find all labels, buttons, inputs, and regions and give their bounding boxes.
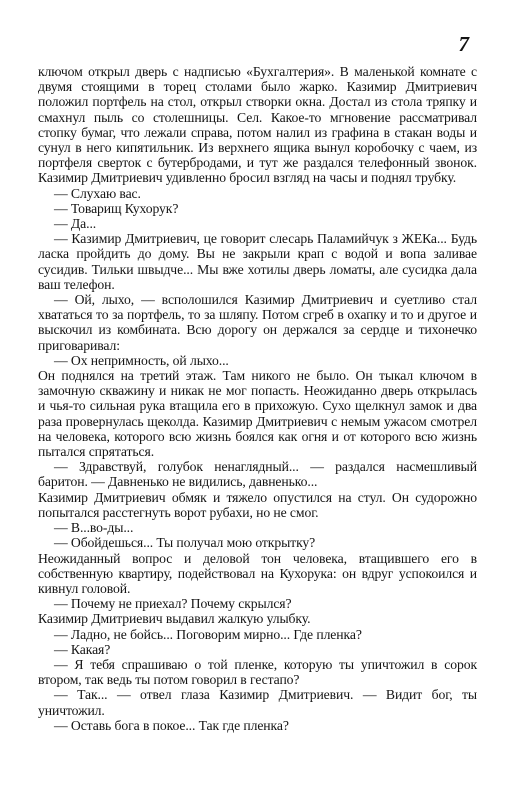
paragraph: — Ладно, не бойсь... Поговорим мирно... Где пленка? [54,626,362,642]
paragraph: — Оставь бога в покое... Так где пленка? [54,717,289,733]
paragraph: — Казимир Дмитриевич, це говорит слесарь Паламийчук з ЖЕКа... Будь ласка пройдить до дому. Вы не закрыли крап с водой и вопа заливае сусидив. Тильки швыдче... Мы вже хотилы дверь ломаты, але сусидка дала ваш телефон. [38,231,477,292]
paragraph: — Почему не приехал? Почему скрылся? [54,596,292,612]
page-number: 7 [458,32,469,56]
paragraph: Казимир Дмитриевич выдавил жалкую улыбку. [38,611,311,627]
paragraph: Он поднялся на третий этаж. Там никого не было. Он тыкал ключом в замочную скважину и никак не мог попасть. Неожиданно дверь открылась и чья-то сильная рука втащила его в прихожую. Сухо щелкнул замок и два раза провернулась щеколда. Казимир Дмитриевич с немым ужасом смотрел на человека, которого всю жизнь боялся как огня и от которого всю жизнь пытался спрятаться. [38,368,477,460]
page-text [38,64,477,733]
paragraph: Неожиданный вопрос и деловой тон человека, втащившего его в собственную квартиру, подействовал на Кухорука: он вдруг успокоился и кивнул головой. [38,550,477,596]
paragraph: — Слухаю вас. [54,185,141,201]
paragraph: Казимир Дмитриевич обмяк и тяжело опустился на стул. Он судорожно попытался расстегнуть ворот рубахи, но не смог. [38,489,477,520]
paragraph: — Товарищ Кухорук? [54,200,179,216]
paragraph: — Обойдешься... Ты получал мою открытку? [54,535,316,551]
paragraph: — Я тебя спрашиваю о той пленке, которую ты упичтожил в сорок втором, так ведь ты потом говорил в гестапо? [38,656,477,688]
paragraph: ключом открыл дверь с надписью «Бухгалтерия». В маленькой комнате с двумя стоящими в торец столами было жарко. Казимир Дмитриевич положил портфель на стол, открыл створки окна. Достал из стола тряпку и смахнул пыль со столешницы. Сел. Какое-то мгновение рассматривал стопку бумаг, что лежали справа, потом налил из графина в стакан воды и сунул в него кипятильник. Из верхнего ящика вынул коробочку с чаем, из портфеля сверток с бутербродами, и тут же раздался телефонный звонок. Казимир Дмитриевич удивленно бросил взгляд на часы и поднял трубку. [38,64,477,186]
paragraph: — Да... [54,216,97,232]
paragraph: — Какая? [54,641,111,657]
paragraph: — Ох непримность, ой лыхо... [54,352,229,368]
paragraph: — Так... — отвел глаза Казимир Дмитриевич. — Видит бог, ты уничтожил. [38,687,477,718]
paragraph: — Ой, лыхо, — всполошился Казимир Дмитриевич и суетливо стал хвататься то за портфель, то за шляпу. Потом сгреб в охапку и то и другое и выскочил из комбината. Всю дорогу он держался за сердце и тихонечко приговаривал: [38,292,477,353]
paragraph: — Здравствуй, голубок ненаглядный... — раздался насмешливый баритон. — Давненько не видились, давненько... [38,459,477,490]
paragraph: — В...во-ды... [54,520,134,536]
